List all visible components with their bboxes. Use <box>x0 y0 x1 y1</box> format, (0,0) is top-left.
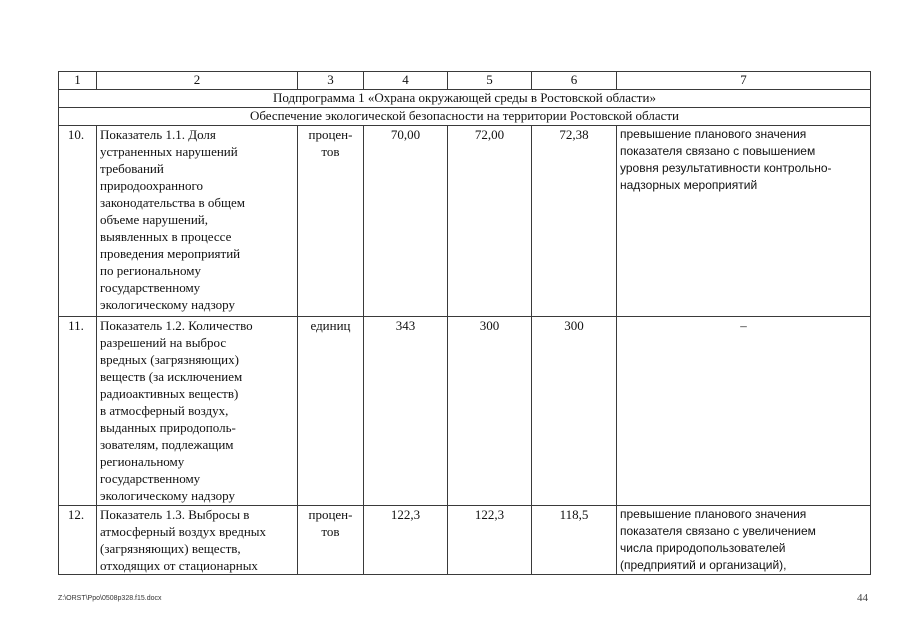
value-col-4: 343 <box>364 317 448 506</box>
column-number-header-row <box>59 72 871 90</box>
value-col-5: 122,3 <box>448 506 532 575</box>
column-number-3: 3 <box>298 72 364 90</box>
value-col-5: 72,00 <box>448 126 532 317</box>
value-col-4: 122,3 <box>364 506 448 575</box>
column-number-5: 5 <box>448 72 532 90</box>
indicator-name: Показатель 1.1. Доля устраненных нарушений требований природоохранного законодательства в общем объеме нарушений, выявленных в процессе проведения мероприятий по региональному государственному экологическому надзору <box>97 126 298 317</box>
value-col-6: 300 <box>532 317 617 506</box>
subprogram-row <box>59 90 871 108</box>
indicator-note: – <box>617 317 871 506</box>
indicator-unit: процен- тов <box>298 506 364 575</box>
value-col-4: 70,00 <box>364 126 448 317</box>
row-number: 12. <box>59 506 97 575</box>
section-row <box>59 108 871 126</box>
file-path-footer: Z:\ORST\Ppo\0508p328.f15.docx <box>58 595 162 602</box>
value-col-6: 72,38 <box>532 126 617 317</box>
table-row <box>59 506 871 575</box>
indicator-note: превышение планового значения показателя связано с повышением уровня результативности контрольно- надзорных мероприятий <box>617 126 871 317</box>
row-number: 10. <box>59 126 97 317</box>
indicator-name: Показатель 1.3. Выбросы в атмосферный воздух вредных (загрязняющих) веществ, отходящих от стационарных <box>97 506 298 575</box>
indicator-name: Показатель 1.2. Количество разрешений на выброс вредных (загрязняющих) веществ (за исключением радиоактивных веществ) в атмосферный воздух, выданных природополь- зователям, подлежащим региональному государственному экологическому надзору <box>97 317 298 506</box>
value-col-6: 118,5 <box>532 506 617 575</box>
indicator-note: превышение планового значения показателя связано с увеличением числа природопользователей (предприятий и организаций), <box>617 506 871 575</box>
row-number: 11. <box>59 317 97 506</box>
table-row <box>59 317 871 506</box>
table-row <box>59 126 871 317</box>
indicator-unit: процен- тов <box>298 126 364 317</box>
column-number-1: 1 <box>59 72 97 90</box>
page-number: 44 <box>857 592 868 604</box>
indicator-table <box>58 71 871 575</box>
column-number-7: 7 <box>617 72 871 90</box>
section-title: Обеспечение экологической безопасности на территории Ростовской области <box>59 108 871 126</box>
column-number-2: 2 <box>97 72 298 90</box>
column-number-4: 4 <box>364 72 448 90</box>
indicator-unit: единиц <box>298 317 364 506</box>
value-col-5: 300 <box>448 317 532 506</box>
subprogram-title: Подпрограмма 1 «Охрана окружающей среды в Ростовской области» <box>59 90 871 108</box>
column-number-6: 6 <box>532 72 617 90</box>
